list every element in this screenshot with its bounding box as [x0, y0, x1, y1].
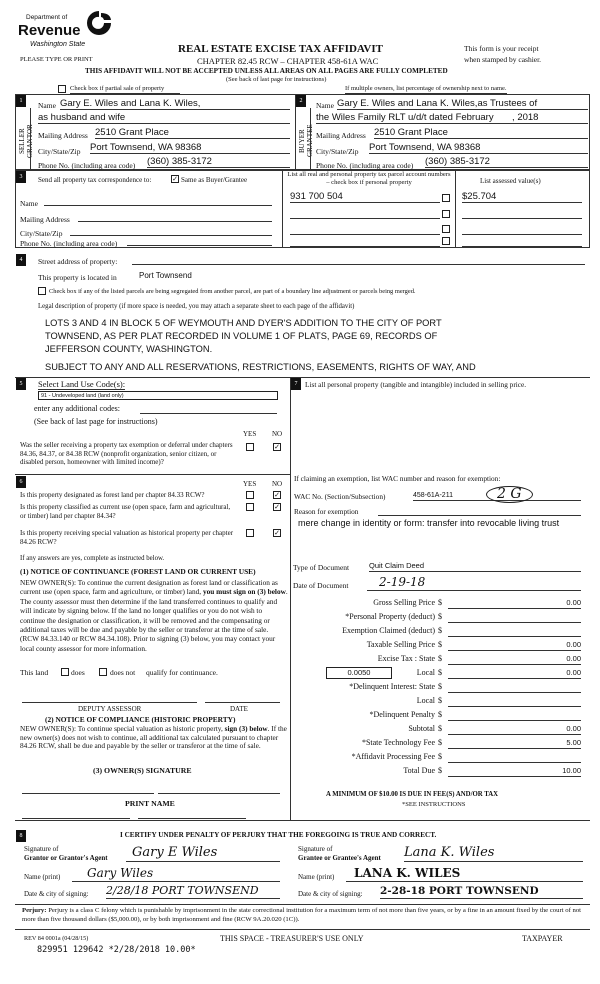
document-type-field[interactable]: Quit Claim Deed: [369, 560, 581, 572]
tax-row-label: *Delinquent Interest: State: [349, 682, 435, 691]
tax-row-value[interactable]: [448, 626, 581, 637]
seller-name-field[interactable]: Gary E. Wiles and Lana K. Wiles,: [60, 98, 290, 110]
no-checkbox[interactable]: ✓: [274, 529, 280, 537]
chapter: CHAPTER 82.45 RCW – CHAPTER 458-61A WAC: [197, 56, 379, 66]
personal-property-label: List all personal property (tangible and intangible) included in selling price.: [305, 380, 527, 389]
buyer-name-field[interactable]: Gary E. Wiles and Lana K. Wiles,as Trustees of: [337, 98, 588, 110]
please-print: PLEASE TYPE OR PRINT: [20, 56, 93, 63]
label: Date & city of signing:: [298, 890, 363, 898]
tax-row: [296, 626, 585, 639]
multiple-owners-note: If multiple owners, list percentage of ownership next to name.: [345, 85, 507, 92]
label: WAC No. (Section/Subsection): [294, 492, 386, 501]
dollar-sign: $: [438, 598, 442, 607]
dollar-sign: $: [438, 696, 442, 705]
cashier-stamp: 829951 129642 *2/28/2018 10.00*: [37, 945, 196, 955]
tax-row-value[interactable]: 0.00: [448, 724, 581, 735]
yes-checkbox[interactable]: [246, 491, 254, 499]
tax-row-value[interactable]: 0.00: [448, 598, 581, 609]
label: Signature of: [24, 845, 59, 853]
land-use-label: Select Land Use Code(s):: [38, 379, 126, 389]
text: Perjury is a class C felony which is punishable by imprisonment in the state correctional institution for a maximum term of not more than five years, or by a fine in an amount fixed by the court of not more than five thousand dollars ($5,000.00), or by both imprisonment and fine (RCW 9A.20.020 (1C)).: [22, 907, 582, 923]
label: City/State/Zip: [38, 147, 81, 156]
date-label: DATE: [230, 705, 248, 713]
assessed-field[interactable]: [462, 237, 582, 247]
partial-sale-checkbox[interactable]: [58, 85, 66, 93]
dollar-sign: $: [438, 724, 442, 733]
corr-address-field[interactable]: [78, 213, 272, 222]
label: Name (print): [298, 873, 335, 881]
tax-row-label: *Affidavit Processing Fee: [351, 752, 435, 761]
seller-city-field[interactable]: Port Townsend, WA 98368: [90, 142, 290, 154]
deputy-assessor-label: DEPUTY ASSESSOR: [78, 705, 142, 713]
tax-row-label: *Personal Property (deduct): [345, 612, 435, 621]
label: If any answers are yes, complete as instructed below.: [20, 555, 165, 562]
tax-row-label: Taxable Selling Price: [366, 640, 435, 649]
reason-field[interactable]: mere change in identity or form: transfer into revocable living trust: [298, 518, 560, 528]
minimum-note: A MINIMUM OF $10.00 IS DUE IN FEE(S) AND/OR TAX: [326, 791, 499, 798]
tax-row-label: Gross Selling Price: [373, 598, 435, 607]
tax-row-value[interactable]: [448, 682, 581, 693]
label: Name (print): [24, 873, 61, 881]
label: enter any additional codes:: [34, 404, 120, 413]
label: Type of Document: [293, 563, 350, 572]
tax-row-label: Total Due: [403, 766, 435, 775]
parcel-field[interactable]: [290, 237, 440, 247]
exemption-question: Was the seller receiving a property tax exemption or deferral under chapters 84.36, 84.37, or 84.38 RCW (nonprofit organization, senior citizen, or disabled person, homeowner with limited income)?: [20, 441, 233, 466]
tax-row-value[interactable]: 0.00: [448, 654, 581, 665]
label: Signature of: [298, 845, 333, 853]
current-use-question: Is this property classified as current use (open space, farm and agricultural, or timber) land per chapter 84.34?: [20, 503, 231, 520]
label: Date & city of signing:: [24, 890, 89, 898]
receipt-note-2: when stamped by cashier.: [464, 55, 542, 64]
text: NEW OWNER(S): To continue special valuation as historic property,: [20, 724, 223, 733]
grantor-date-city-field[interactable]: 2/28/18 PORT TOWNSEND: [106, 884, 280, 899]
text: Perjury:: [22, 907, 47, 914]
personal-property-checkbox[interactable]: [442, 210, 450, 218]
grantee-signature[interactable]: Lana K. Wiles: [404, 845, 583, 862]
additional-codes-field[interactable]: [140, 404, 277, 414]
no-checkbox[interactable]: ✓: [274, 491, 280, 499]
dollar-sign: $: [438, 752, 442, 761]
partial-sale-label: Check box if partial sale of property: [70, 85, 180, 94]
parcel-field[interactable]: [290, 223, 440, 235]
assessed-field[interactable]: [462, 223, 582, 235]
assessed-field[interactable]: [462, 207, 582, 219]
seller-phone-field[interactable]: (360) 385-3172: [147, 156, 290, 168]
notice-continuance-title: (1) NOTICE OF CONTINUANCE (FOREST LAND OR CURRENT USE): [20, 567, 256, 576]
label: This land: [20, 668, 49, 677]
tax-row-value[interactable]: 5.00: [448, 738, 581, 749]
label: Name: [316, 101, 334, 110]
tax-row-value[interactable]: [448, 752, 581, 763]
dollar-sign: $: [438, 612, 442, 621]
tax-row: [296, 640, 585, 653]
legal-description-line[interactable]: JEFFERSON COUNTY, WASHINGTON.: [45, 344, 213, 354]
notice-compliance-title: (2) NOTICE OF COMPLIANCE (HISTORIC PROPERTY): [45, 715, 236, 724]
reason-line: [378, 507, 581, 516]
label: City/State/Zip: [20, 229, 63, 238]
section-number: 7: [291, 378, 301, 390]
taxpayer-label: TAXPAYER: [522, 934, 563, 943]
section-number: 3: [16, 171, 26, 183]
grantor-name-field[interactable]: Gary Wiles: [72, 866, 280, 882]
notice-continuance-text: [20, 578, 288, 653]
certify-statement: I CERTIFY UNDER PENALTY OF PERJURY THAT THE FOREGOING IS TRUE AND CORRECT.: [120, 831, 437, 839]
personal-property-checkbox[interactable]: [442, 237, 450, 245]
tax-row-label: *Delinquent Penalty: [369, 710, 435, 719]
label: Date of Document: [293, 581, 349, 590]
logo-mark-icon: [84, 8, 114, 38]
dollar-sign: $: [438, 738, 442, 747]
assessed-header: List assessed value(s): [480, 177, 541, 185]
label: Phone No. (including area code): [20, 239, 118, 248]
document-date-field[interactable]: 2-19-18: [367, 575, 581, 591]
buyer-address-field[interactable]: 2510 Grant Place: [374, 127, 588, 139]
corr-phone-field[interactable]: [127, 238, 272, 246]
text: sign (3) below: [224, 724, 268, 733]
label: Phone No. (including area code): [316, 161, 414, 170]
label: Same as Buyer/Grantee: [181, 176, 248, 184]
corr-name-field[interactable]: [44, 197, 272, 206]
yes-checkbox[interactable]: [246, 503, 254, 511]
label: Reason for exemption: [294, 507, 359, 516]
label: Mailing Address: [316, 131, 366, 140]
label: Check box if any of the listed parcels are being segregated from another parcel, are part of a boundary line adjustment or parcels being merged.: [49, 288, 416, 295]
forest-land-question: Is this property designated as forest land per chapter 84.33 RCW?: [20, 491, 205, 499]
text: . The county assessor must then determine if the land transferred continues to qualify and will indicate by signing below. If the land no longer qualifies or you do not wish to continue the designation or classification, it will be removed and the compensating or additional taxes will be due and payable by the seller or transferor at the time of sale. (RCW 84.33.140 or RCW 84.34.108). Prior to signing (3) below, you may contact your local county assessor for more information.: [20, 587, 288, 653]
yes-checkbox[interactable]: [246, 529, 254, 537]
no-header: NO: [272, 430, 283, 438]
buyer-phone-field[interactable]: (360) 385-3172: [425, 156, 588, 168]
logo-revenue: Revenue: [18, 22, 81, 39]
dollar-sign: $: [438, 682, 442, 691]
assessed-field[interactable]: $25.704: [462, 191, 582, 203]
tax-row-label: *State Technology Fee: [361, 738, 435, 747]
tax-row: [296, 682, 585, 695]
perjury-notice: [22, 906, 588, 924]
label: Grantor or Grantor's Agent: [24, 854, 108, 862]
label: (See back of last page for instructions): [34, 417, 158, 426]
no-checkbox[interactable]: ✓: [274, 443, 280, 451]
label: Mailing Address: [20, 215, 70, 224]
seller-side-label: SELLER GRANTOR: [18, 124, 34, 158]
see-instructions: *SEE INSTRUCTIONS: [402, 801, 466, 808]
yes-header: YES: [243, 480, 257, 488]
tax-row-label: Excise Tax : State: [377, 654, 435, 663]
buyer-name-line2[interactable]: the Wiles Family RLT u/d/t dated February , 2018: [316, 112, 588, 124]
tax-row: [296, 752, 585, 765]
no-header: NO: [272, 480, 283, 488]
wac-number-field[interactable]: 458-61A-211: [413, 491, 581, 501]
form-title: REAL ESTATE EXCISE TAX AFFIDAVIT: [178, 43, 383, 55]
section-number: 6: [16, 476, 26, 488]
label: If claiming an exemption, list WAC number and reason for exemption:: [294, 474, 501, 483]
dollar-sign: $: [438, 668, 442, 677]
seller-address-field[interactable]: 2510 Grant Place: [95, 127, 290, 139]
owner-signature-label: (3) OWNER(S) SIGNATURE: [93, 766, 192, 775]
grantor-signature[interactable]: Gary E Wiles: [126, 845, 280, 862]
dollar-sign: $: [438, 766, 442, 775]
street-address-field[interactable]: [132, 255, 585, 265]
tax-row: [296, 724, 585, 737]
tax-row: [296, 668, 585, 681]
section-number: 1: [16, 95, 26, 107]
tax-row-value[interactable]: 0.00: [448, 668, 581, 679]
tax-row-value[interactable]: [448, 710, 581, 721]
label: Mailing Address: [38, 131, 88, 140]
logo-dept-of: Department of: [26, 14, 68, 21]
label: This property is located in: [38, 273, 117, 282]
print-name-label: PRINT NAME: [125, 799, 175, 808]
wac-handwritten-annotation: 2 G: [486, 486, 533, 503]
label: Grantee or Grantee's Agent: [298, 854, 381, 862]
does-checkbox[interactable]: [61, 668, 69, 676]
legal-description-line[interactable]: LOTS 3 AND 4 IN BLOCK 5 OF WEYMOUTH AND DYER'S ADDITION TO THE CITY OF PORT: [45, 318, 442, 328]
warning: THIS AFFIDAVIT WILL NOT BE ACCEPTED UNLESS ALL AREAS ON ALL PAGES ARE FULLY COMPLETED: [85, 67, 448, 75]
label: Street address of property:: [38, 257, 118, 266]
section-number: 8: [16, 830, 26, 842]
tax-row: [296, 766, 585, 779]
text: you must sign on (3) below: [202, 587, 286, 597]
corr-city-field[interactable]: [70, 227, 272, 236]
same-as-buyer-checkbox[interactable]: ✓: [172, 175, 178, 183]
tax-row: [296, 696, 585, 709]
buyer-city-field[interactable]: Port Townsend, WA 98368: [369, 142, 588, 154]
legal-description-line[interactable]: TOWNSEND, AS PER PLAT RECORDED IN VOLUME 1 OF PLATS, PAGE 69, RECORDS OF: [45, 331, 438, 341]
treasurer-label: THIS SPACE - TREASURER'S USE ONLY: [220, 934, 364, 943]
notice-compliance-text: [20, 725, 288, 751]
tax-row-value[interactable]: 0.00: [448, 640, 581, 651]
tax-row-value[interactable]: [448, 612, 581, 623]
tax-row-label: Subtotal: [408, 724, 435, 733]
receipt-note-1: This form is your receipt: [464, 44, 539, 53]
grantee-date-city-field[interactable]: 2-28-18 PORT TOWNSEND: [380, 884, 583, 899]
seller-name-line2[interactable]: as husband and wife: [38, 112, 290, 124]
local-rate-field[interactable]: 0.0050: [326, 667, 392, 679]
located-in-field[interactable]: Port Townsend: [139, 271, 192, 280]
tax-row: [296, 654, 585, 667]
buyer-side-label: BUYER GRANTEE: [298, 124, 314, 158]
historic-question: Is this property receiving special valuation as historical property per chapter 84.26 RCW?: [20, 529, 234, 546]
tax-row: [296, 612, 585, 625]
tax-row-label: Local: [416, 696, 435, 705]
dollar-sign: $: [438, 640, 442, 649]
label: Name: [38, 101, 56, 110]
label: does not: [110, 668, 136, 677]
logo-state: Washington State: [30, 41, 86, 48]
tax-row-value[interactable]: 10.00: [448, 766, 581, 777]
dollar-sign: $: [438, 654, 442, 663]
tax-row: [296, 598, 585, 611]
does-not-checkbox[interactable]: [99, 668, 107, 676]
dollar-sign: $: [438, 710, 442, 719]
see-back: (See back of last page for instructions): [226, 76, 327, 83]
tax-row-label: Exemption Claimed (deduct): [342, 626, 435, 635]
parcel-field[interactable]: 931 700 504: [290, 191, 440, 203]
label: City/State/Zip: [316, 147, 359, 156]
parcel-header: List all real and personal property tax parcel account numbers – check box if personal property: [287, 171, 451, 186]
text: NEW OWNER(S): To continue the current designation as forest land or classification as current use (open space, farm and agriculture, or timber) land,: [20, 578, 278, 597]
label: does: [71, 668, 85, 677]
tax-row-value[interactable]: [448, 696, 581, 707]
parcel-field[interactable]: [290, 207, 440, 219]
label: Send all property tax correspondence to:: [38, 176, 152, 184]
section-number: 5: [16, 378, 26, 390]
personal-property-checkbox[interactable]: [442, 194, 450, 202]
legal-description-line[interactable]: SUBJECT TO ANY AND ALL RESERVATIONS, RESTRICTIONS, EASEMENTS, RIGHTS OF WAY, AND: [45, 362, 476, 372]
personal-property-checkbox[interactable]: [442, 225, 450, 233]
text: . If the new owner(s) does not wish to continue, all additional tax calculated pursuant to chapter 84.26 RCW, shall be due and payable by the seller or transferor at the time of sale.: [20, 724, 287, 750]
grantee-name-field[interactable]: LANA K. WILES: [346, 866, 583, 882]
segregated-checkbox[interactable]: [38, 287, 46, 295]
land-use-select[interactable]: 91 - Undeveloped land (land only): [38, 391, 278, 400]
section-number: 4: [16, 254, 26, 266]
tax-row-label: Local: [416, 668, 435, 677]
no-checkbox[interactable]: ✓: [274, 503, 280, 511]
dollar-sign: $: [438, 626, 442, 635]
label: Name: [20, 199, 38, 208]
yes-checkbox[interactable]: [246, 443, 254, 451]
form-revision: REV 84 0001a (04/28/15): [24, 935, 89, 942]
section-number: 2: [296, 95, 306, 107]
label: qualify for continuance.: [146, 668, 218, 677]
yes-header: YES: [243, 430, 257, 438]
tax-row: [296, 738, 585, 751]
label: Phone No. (including area code): [38, 161, 136, 170]
label: Legal description of property (if more space is needed, you may attach a separate sheet to each page of the affidavit): [38, 303, 355, 310]
tax-row: [296, 710, 585, 723]
